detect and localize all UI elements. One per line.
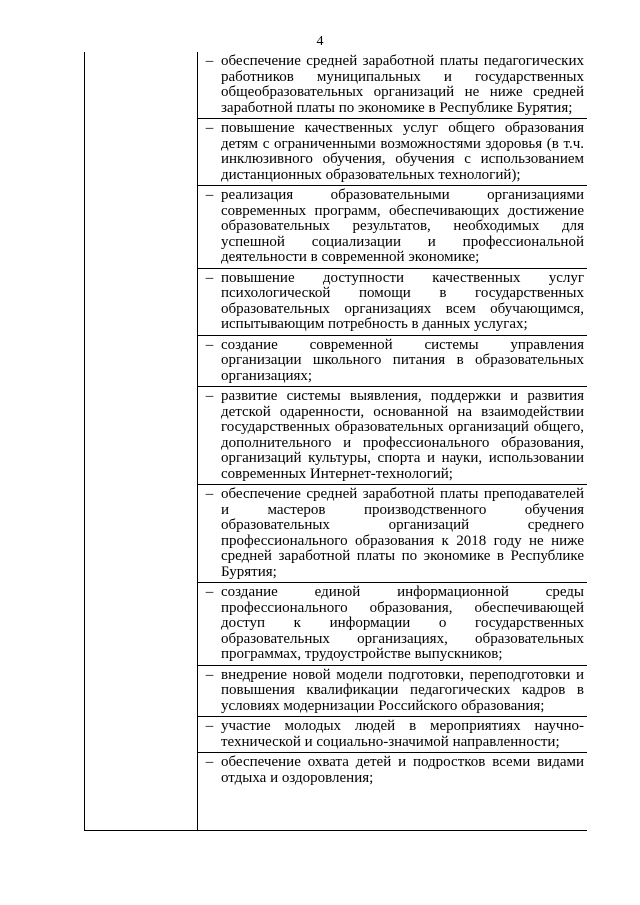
- list-item: [198, 52, 587, 119]
- list-item: [198, 485, 587, 583]
- list-item: [198, 336, 587, 388]
- list-item-text: развитие системы выявления, поддержки и развития детской одаренности, основанной на взаимодействии государственных образовательных организаций общего, дополнительного и профессионального образования, организаций культуры, спорта и науки, использовании современных Интернет-технологий;: [221, 388, 584, 482]
- dash-bullet: –: [205, 666, 214, 683]
- dash-bullet: –: [205, 120, 214, 136]
- list-item: [198, 387, 587, 485]
- list-item: [198, 269, 587, 336]
- list-item: [198, 186, 587, 269]
- list-item-text: создание современной системы управления организации школьного питания в образовательных организациях;: [221, 336, 584, 384]
- list-item-text: создание единой информационной среды профессионального образования, обеспечивающей доступ к информации о государственных образовательных организациях, образовательных программах, трудоустройстве выпускников;: [221, 584, 584, 662]
- dash-bullet: –: [205, 584, 214, 600]
- bullet-list: [198, 52, 587, 788]
- dash-bullet: –: [205, 754, 214, 770]
- dash-bullet: –: [205, 53, 214, 69]
- list-item-text: обеспечение средней заработной платы педагогических работников муниципальных и государственных общеобразовательных организаций не ниже средней заработной платы по экономике в Республике Бурятия;: [221, 53, 584, 116]
- list-item-text: участие молодых людей в мероприятиях научно-технической и социально-значимой направленности;: [221, 718, 584, 750]
- list-item-text: повышение качественных услуг общего образования детям с ограниченными возможностями здоровья (в т.ч. инклюзивного обучения, обучения с использованием дистанционных образовательных технологий);: [221, 120, 584, 183]
- list-item-text: обеспечение охвата детей и подростков всеми видами отдыха и оздоровления;: [221, 754, 584, 786]
- dash-bullet: –: [205, 336, 214, 353]
- dash-bullet: –: [205, 388, 214, 404]
- dash-bullet: –: [205, 718, 214, 734]
- list-item-text: повышение доступности качественных услуг психологической помощи в государственных образовательных организациях всем обучающимся, испытывающим потребность в данных услугах;: [221, 269, 584, 332]
- content-table: [84, 52, 587, 831]
- page-number: 4: [316, 34, 324, 49]
- dash-bullet: –: [205, 486, 214, 502]
- list-item: [198, 583, 587, 666]
- list-item: [198, 119, 587, 186]
- list-item-text: реализация образовательными организациями современных программ, обеспечивающих достижение образовательных результатов, необходимых для успешной социализации и профессиональной деятельности в современной экономике;: [221, 187, 584, 265]
- list-item: [198, 717, 587, 753]
- list-item-text: внедрение новой модели подготовки, переподготовки и повышения квалификации педагогических кадров в условиях модернизации Российского образования;: [221, 666, 584, 714]
- list-item-text: обеспечение средней заработной платы преподавателей и мастеров производственного обучения образовательных организаций среднего профессионального образования к 2018 году не ниже средней заработной платы по экономике в Республике Бурятия;: [221, 486, 584, 580]
- list-item: [198, 666, 587, 718]
- dash-bullet: –: [205, 269, 214, 286]
- dash-bullet: –: [205, 187, 214, 203]
- list-item: [198, 753, 587, 788]
